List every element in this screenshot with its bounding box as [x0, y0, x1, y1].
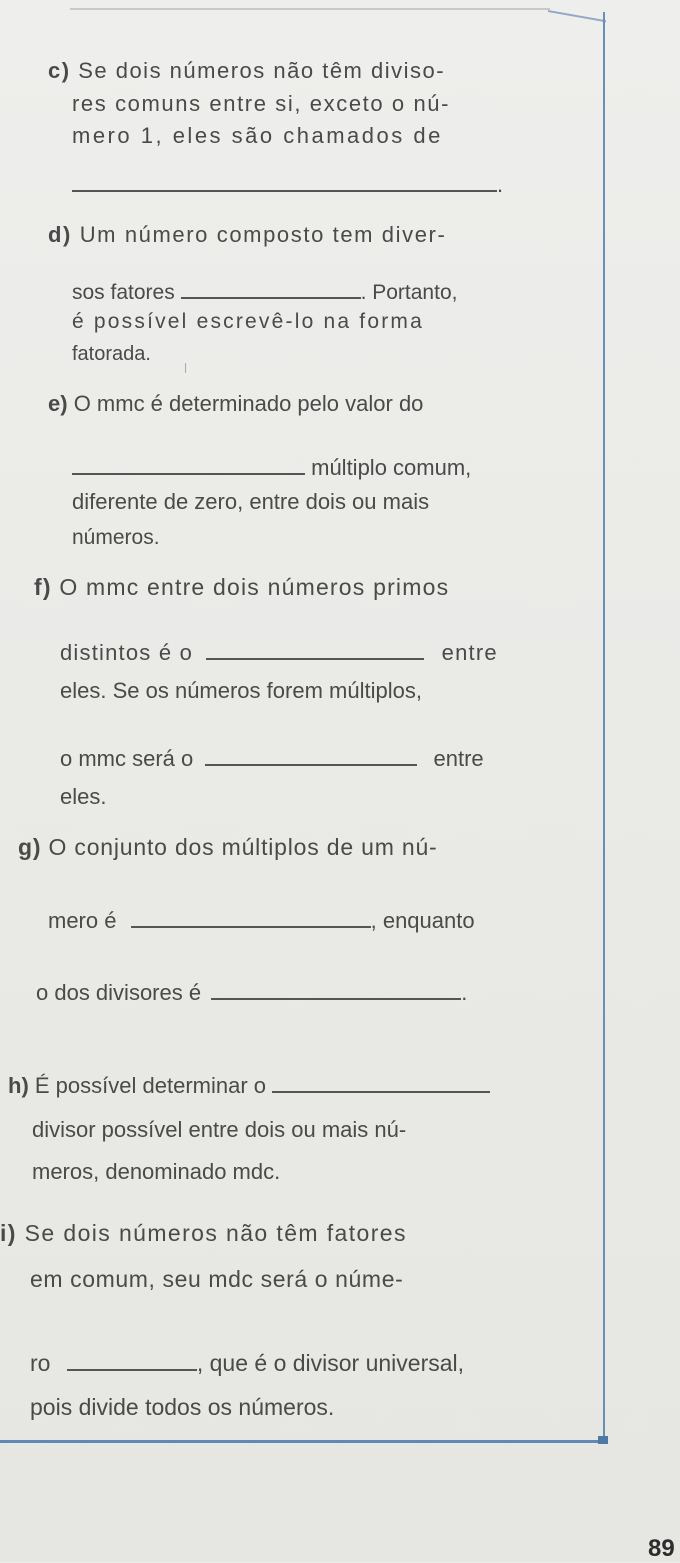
item-e-line-3: diferente de zero, entre dois ou mais	[72, 489, 430, 514]
item-f-text-4b: entre	[433, 746, 484, 771]
item-g-text-1: O conjunto dos múltiplos de um nú-	[48, 834, 438, 860]
item-f-text-4a: o mmc será o	[60, 746, 194, 771]
item-d-line-3: é possível escrevê-lo na forma	[72, 310, 424, 333]
item-c-blank[interactable]	[72, 174, 497, 192]
item-f-line-3: eles. Se os números forem múltiplos,	[60, 678, 422, 703]
item-c-line-3: mero 1, eles são chamados de	[72, 123, 443, 148]
item-d-line-1	[48, 222, 446, 248]
item-c-line-2: res comuns entre si, exceto o nú-	[72, 91, 451, 116]
item-h-line-2: divisor possível entre dois ou mais nú-	[32, 1117, 407, 1142]
item-d-marker: d)	[48, 222, 72, 247]
item-e-line-1	[48, 391, 423, 417]
item-i-blank[interactable]	[67, 1353, 197, 1371]
top-border-line	[70, 8, 550, 10]
item-c-end: .	[497, 172, 504, 197]
right-border-line	[603, 12, 605, 1442]
item-g-text-2a: mero é	[48, 908, 117, 933]
item-f-line-4	[60, 746, 484, 772]
item-c-line-1	[48, 58, 445, 84]
item-h-marker: h)	[8, 1073, 29, 1098]
item-d-line-2	[72, 280, 457, 306]
item-g-marker: g)	[18, 834, 42, 860]
stray-mark	[185, 363, 186, 373]
item-i-line-3	[30, 1350, 464, 1376]
item-f-marker: f)	[34, 574, 52, 600]
corner-border-line	[548, 10, 606, 22]
border-end-cap	[598, 1436, 608, 1444]
item-e-text-1: O mmc é determinado pelo valor do	[73, 391, 424, 416]
bottom-border-line	[0, 1440, 607, 1443]
item-c-marker: c)	[48, 58, 71, 83]
item-c-text-1: Se dois números não têm diviso-	[78, 58, 446, 83]
item-i-text-3b: , que é o divisor universal,	[196, 1350, 465, 1376]
item-i-line-1	[0, 1220, 407, 1246]
item-h-line-3: meros, denominado mdc.	[32, 1159, 281, 1184]
item-g-line-2	[48, 908, 475, 934]
item-e-text-2b: múltiplo comum,	[311, 455, 472, 480]
item-d-line-4: fatorada.	[72, 343, 151, 365]
item-d-text-1: Um número composto tem diver-	[79, 222, 447, 247]
item-i-line-2: em comum, seu mdc será o núme-	[30, 1266, 404, 1292]
item-f-line-2	[60, 640, 498, 666]
item-f-blank-2[interactable]	[205, 748, 417, 766]
item-f-line-5: eles.	[60, 784, 107, 809]
item-d-blank[interactable]	[181, 281, 361, 299]
item-g-blank-1[interactable]	[131, 910, 371, 928]
item-f-text-1: O mmc entre dois números primos	[59, 574, 450, 600]
item-h-text-1: É possível determinar o	[34, 1073, 266, 1098]
item-f-line-1	[34, 574, 449, 600]
item-g-blank-2[interactable]	[211, 982, 461, 1000]
page-number: 89	[648, 1535, 675, 1562]
item-c-answer-line	[72, 172, 503, 198]
item-i-line-4: pois divide todos os números.	[30, 1394, 335, 1420]
item-g-text-2b: , enquanto	[370, 908, 475, 933]
item-g-line-3	[36, 980, 467, 1006]
item-d-text-2a: sos fatores	[72, 281, 175, 304]
item-g-end: .	[461, 980, 468, 1005]
item-i-text-1: Se dois números não têm fatores	[24, 1220, 407, 1246]
item-h-blank[interactable]	[272, 1075, 490, 1093]
item-e-line-4: números.	[72, 526, 160, 549]
item-d-text-2b: . Portanto,	[360, 281, 458, 304]
item-f-text-2b: entre	[441, 640, 498, 665]
item-e-line-2	[72, 455, 471, 481]
item-f-blank-1[interactable]	[206, 642, 424, 660]
item-i-marker: i)	[0, 1220, 17, 1246]
item-h-line-1	[8, 1073, 490, 1099]
item-g-text-3a: o dos divisores é	[36, 980, 202, 1005]
item-f-text-2a: distintos é o	[60, 640, 194, 665]
item-g-line-1	[18, 834, 438, 860]
item-i-text-3a: ro	[30, 1350, 51, 1376]
item-e-blank[interactable]	[72, 457, 305, 475]
item-e-marker: e)	[48, 391, 68, 416]
